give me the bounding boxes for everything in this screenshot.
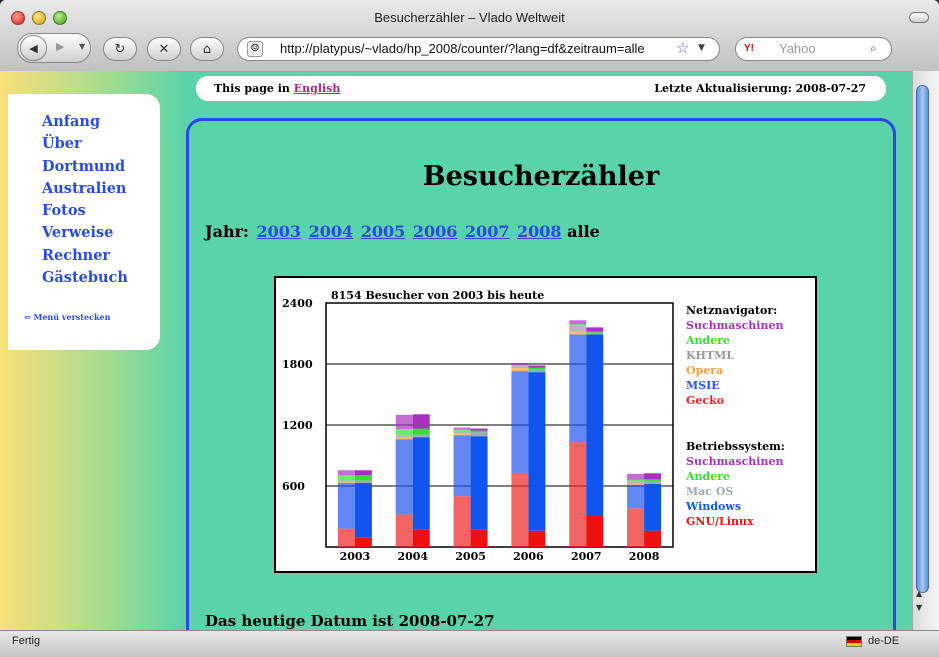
y-tick-label-1800: 1800: [282, 358, 313, 371]
home-icon: ⌂: [202, 41, 212, 57]
bar-os-gnulinux-2007: [586, 515, 603, 547]
bookmark-star-icon[interactable]: ☆: [676, 39, 690, 57]
x-tick-label-2008: 2008: [628, 550, 660, 563]
url-dropdown-button[interactable]: ▼: [698, 43, 705, 53]
bar-os-gnulinux-2006: [528, 531, 545, 547]
bar-browser-suchmaschinen-2008: [627, 474, 644, 480]
bar-os-suchmaschinen-2004: [413, 414, 430, 428]
legend-browser-suchmaschinen: Suchmaschinen: [686, 319, 784, 332]
bar-os-windows-2004: [413, 437, 430, 530]
search-input[interactable]: Yahoo: [735, 37, 892, 61]
y-tick-label-2400: 2400: [282, 297, 313, 310]
bar-browser-suchmaschinen-2006: [511, 363, 528, 365]
history-dropdown-button[interactable]: ▼: [79, 42, 86, 51]
hide-menu-link[interactable]: ⇐ Menü verstecken: [24, 312, 111, 322]
x-tick-label-2007: 2007: [570, 550, 602, 563]
bar-os-macos-2008: [644, 481, 661, 484]
bar-browser-suchmaschinen-2004: [396, 415, 413, 429]
today-date: Das heutige Datum ist 2008-07-27: [205, 612, 495, 630]
reload-icon: ↻: [114, 41, 126, 57]
bar-os-gnulinux-2003: [355, 538, 372, 547]
locale-indicator[interactable]: de-DE: [868, 635, 900, 647]
bar-browser-gecko-2004: [396, 514, 413, 547]
back-button[interactable]: [20, 35, 47, 61]
bar-browser-msie-2007: [569, 335, 586, 443]
bar-browser-msie-2005: [454, 435, 471, 496]
visitor-chart: [274, 276, 817, 573]
x-tick-label-2005: 2005: [455, 550, 486, 563]
bar-os-suchmaschinen-2006: [528, 366, 545, 368]
nav-item-fotos[interactable]: Fotos: [42, 202, 86, 220]
bar-browser-andere-2008: [627, 480, 644, 482]
y-tick-label-600: 600: [282, 480, 305, 493]
bar-os-andere-2003: [355, 475, 372, 480]
bar-browser-andere-2003: [338, 475, 355, 480]
bar-os-andere-2004: [413, 429, 430, 435]
bar-browser-msie-2003: [338, 483, 355, 529]
bar-browser-andere-2005: [454, 430, 471, 431]
main-content: [186, 118, 896, 630]
bar-browser-opera-2008: [627, 484, 644, 485]
bar-os-macos-2004: [413, 435, 430, 438]
page-title: Besucherzähler: [422, 161, 660, 192]
home-button[interactable]: [190, 37, 224, 61]
title-bar: [0, 0, 939, 76]
nav-item-anfang[interactable]: Anfang: [42, 113, 101, 130]
german-flag-icon: [846, 636, 862, 647]
year-link-2003[interactable]: 2003: [256, 222, 302, 241]
bar-os-macos-2007: [586, 332, 603, 334]
bar-browser-gecko-2008: [627, 508, 644, 547]
top-info-bar: [196, 76, 886, 101]
status-text: Fertig: [12, 635, 41, 647]
year-link-2008[interactable]: 2008: [517, 222, 562, 241]
legend-os-andere: Andere: [686, 470, 731, 483]
english-link[interactable]: English: [293, 82, 341, 95]
nav-item-gaestebuch[interactable]: Gästebuch: [42, 269, 128, 287]
nav-item-verweise[interactable]: Verweise: [42, 224, 114, 242]
year-link-2005[interactable]: 2005: [360, 222, 406, 241]
nav-item-australien[interactable]: Australien: [42, 179, 127, 197]
search-icon[interactable]: ⌕: [870, 41, 877, 55]
legend-browser-khtml: KHTML: [686, 349, 735, 362]
stop-icon: ✕: [158, 41, 170, 57]
page-viewport: [0, 71, 912, 630]
legend-os-suchmaschinen: Suchmaschinen: [686, 455, 784, 468]
bar-os-macos-2003: [355, 480, 372, 483]
back-forward-group: [17, 33, 91, 63]
bar-browser-khtml-2005: [454, 431, 471, 434]
nav-item-dortmund[interactable]: Dortmund: [42, 157, 126, 175]
legend-browser-gecko: Gecko: [686, 394, 725, 407]
bar-browser-opera-2005: [454, 433, 471, 435]
bar-browser-opera-2004: [396, 438, 413, 440]
legend-title-os: Betriebssystem:: [686, 440, 785, 453]
x-tick-label-2004: 2004: [397, 550, 429, 563]
legend-browser-opera: Opera: [686, 364, 724, 377]
chart-title: 8154 Besucher von 2003 bis heute: [331, 289, 545, 302]
bar-os-suchmaschinen-2008: [644, 473, 661, 479]
stop-button[interactable]: [147, 37, 181, 61]
bar-browser-opera-2006: [511, 368, 528, 371]
bar-browser-gecko-2003: [338, 529, 355, 547]
bar-browser-suchmaschinen-2005: [454, 428, 471, 430]
year-link-2007[interactable]: 2007: [464, 222, 510, 241]
bar-browser-andere-2007: [569, 324, 586, 325]
status-bar: [0, 630, 939, 657]
year-selector: [205, 222, 600, 241]
nav-item-rechner[interactable]: Rechner: [42, 246, 111, 264]
site-favicon-icon: ☺: [247, 41, 263, 57]
year-current: alle: [567, 222, 600, 241]
bar-browser-khtml-2008: [627, 481, 644, 484]
forward-arrow-icon: ▶: [56, 40, 65, 53]
bar-browser-khtml-2004: [396, 435, 413, 438]
legend-title-browser: Netznavigator:: [686, 304, 778, 317]
sidebar-nav: [8, 94, 160, 350]
scrollbar-thumb[interactable]: [916, 85, 929, 593]
nav-list: [42, 111, 128, 289]
bar-browser-gecko-2007: [569, 442, 586, 547]
bar-browser-suchmaschinen-2003: [338, 470, 355, 475]
year-link-2006[interactable]: 2006: [412, 222, 458, 241]
bar-os-gnulinux-2008: [644, 531, 661, 547]
y-tick-label-1200: 1200: [282, 419, 313, 432]
legend-os-macos: Mac OS: [686, 485, 734, 498]
bar-browser-opera-2007: [569, 331, 586, 334]
legend-browser-andere: Andere: [686, 334, 731, 347]
bar-browser-andere-2006: [511, 365, 528, 366]
bar-browser-msie-2008: [627, 485, 644, 508]
bar-browser-gecko-2005: [454, 496, 471, 547]
bar-os-windows-2005: [471, 436, 488, 530]
legend-browser-msie: MSIE: [686, 379, 720, 392]
bar-os-windows-2006: [528, 372, 545, 531]
year-label: Jahr:: [205, 222, 249, 241]
nav-item-ueber[interactable]: Über: [42, 135, 82, 153]
bar-browser-khtml-2006: [511, 366, 528, 368]
bar-os-suchmaschinen-2005: [471, 429, 488, 431]
bar-os-windows-2007: [586, 335, 603, 516]
bar-os-andere-2008: [644, 479, 661, 481]
bar-os-suchmaschinen-2003: [355, 470, 372, 475]
scroll-up-arrow-icon[interactable]: ▲: [916, 589, 923, 598]
legend-os-windows: Windows: [686, 500, 742, 513]
bar-os-andere-2007: [586, 331, 603, 332]
last-updated: Letzte Aktualisierung: 2008-07-27: [654, 82, 866, 95]
bar-os-andere-2005: [471, 431, 488, 433]
visitor-chart-svg: [276, 278, 815, 571]
bar-browser-khtml-2003: [338, 480, 355, 482]
bar-browser-msie-2006: [511, 371, 528, 474]
bar-os-andere-2006: [528, 368, 545, 370]
vertical-scrollbar[interactable]: [912, 71, 939, 630]
yahoo-engine-icon[interactable]: Y!: [744, 43, 754, 54]
bar-os-suchmaschinen-2007: [586, 327, 603, 331]
forward-button[interactable]: [56, 40, 64, 53]
x-tick-label-2003: 2003: [339, 550, 371, 563]
bar-browser-andere-2004: [396, 429, 413, 435]
bar-os-macos-2005: [471, 432, 488, 436]
bar-browser-gecko-2006: [511, 474, 528, 547]
bar-os-macos-2006: [528, 369, 545, 372]
year-link-2004[interactable]: 2004: [308, 222, 354, 241]
toolbar-toggle-button[interactable]: [909, 12, 929, 23]
reload-button[interactable]: [103, 37, 137, 61]
bar-browser-msie-2004: [396, 439, 413, 514]
language-prefix: This page in: [214, 82, 290, 95]
bar-browser-opera-2003: [338, 482, 355, 483]
language-switch: [214, 82, 340, 95]
x-tick-label-2006: 2006: [513, 550, 544, 563]
bar-os-windows-2003: [355, 483, 372, 538]
back-arrow-icon: ◀: [29, 41, 38, 55]
bar-browser-khtml-2007: [569, 325, 586, 331]
scroll-down-arrow-icon[interactable]: ▼: [916, 603, 923, 612]
bar-os-windows-2008: [644, 484, 661, 531]
bar-os-gnulinux-2004: [413, 530, 430, 547]
legend-os-gnulinux: GNU/Linux: [686, 515, 754, 528]
window-title: Besucherzähler – Vlado Weltweit: [374, 10, 565, 25]
bar-os-gnulinux-2005: [471, 530, 488, 547]
bar-browser-suchmaschinen-2007: [569, 320, 586, 324]
url-field[interactable]: http://platypus/~vlado/hp_2008/counter/?lang=df&zeitraum=alle: [237, 37, 720, 61]
